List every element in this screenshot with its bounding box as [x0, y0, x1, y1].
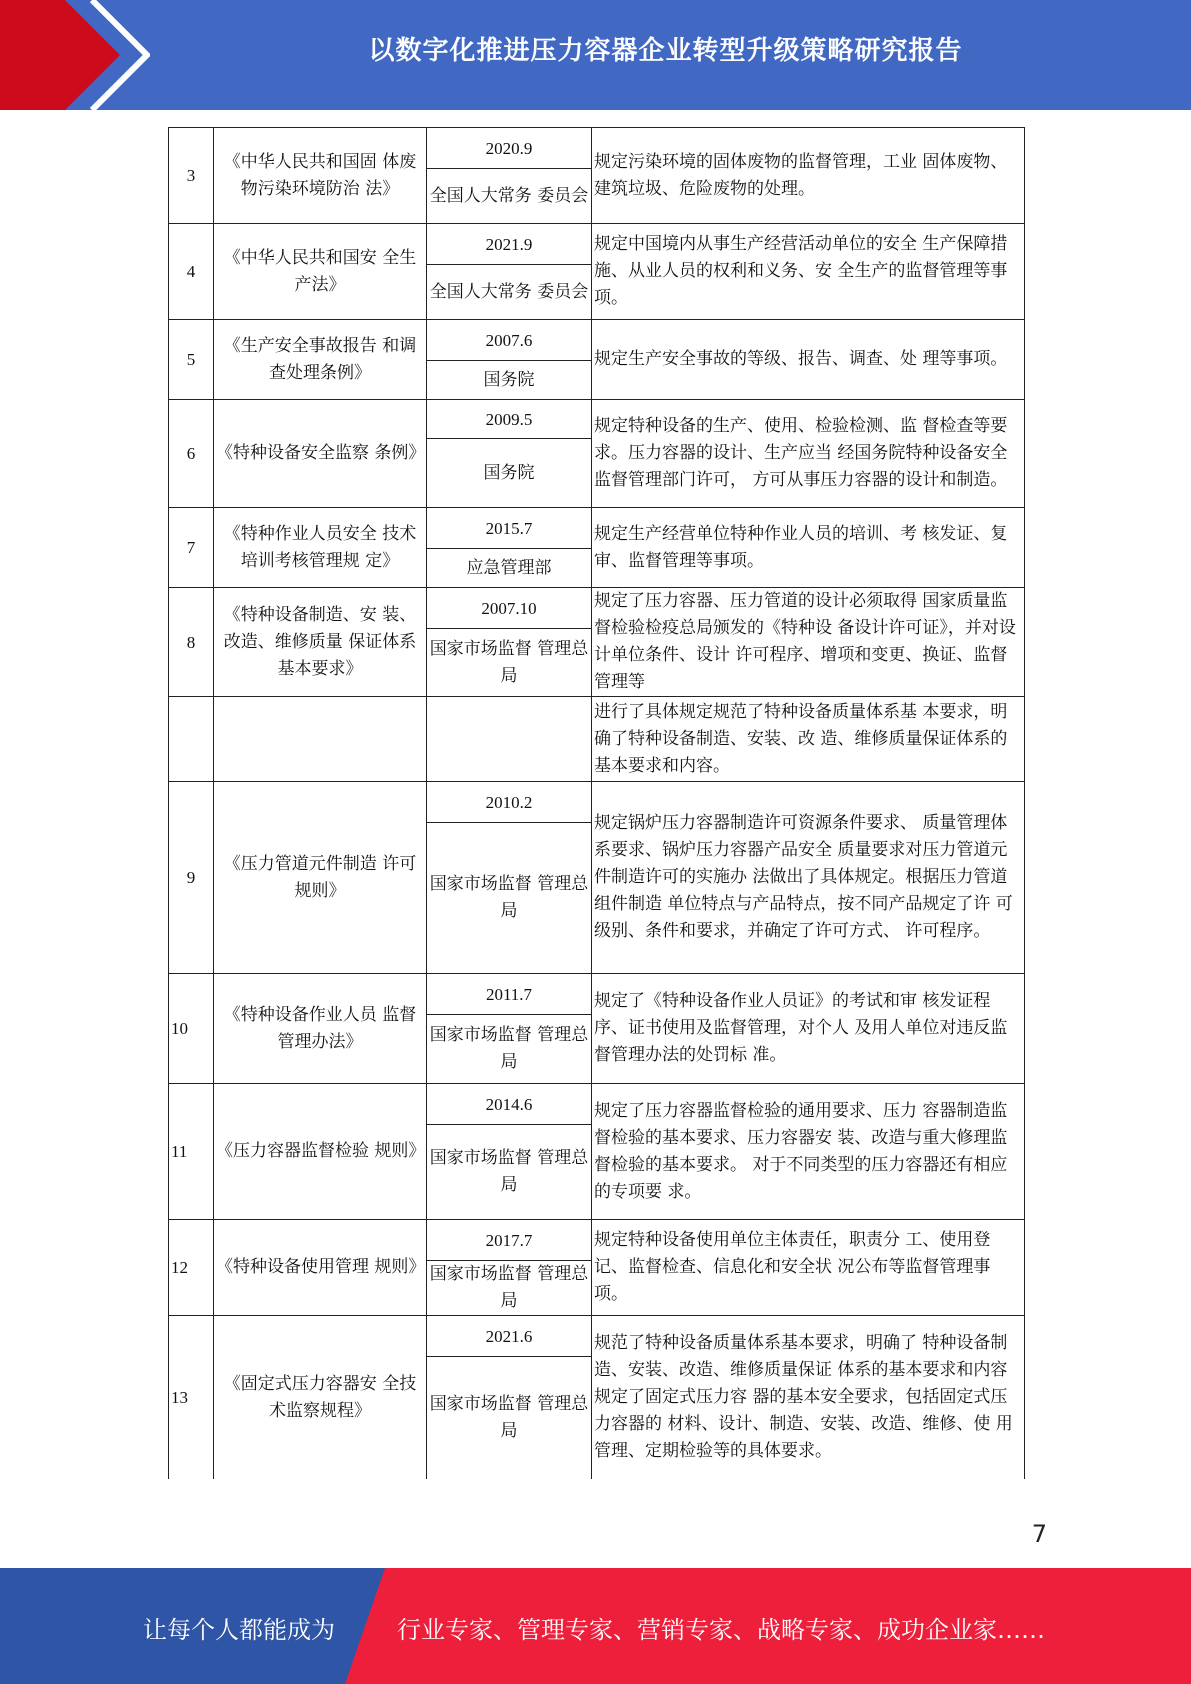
- issuing-authority: 国务院: [427, 439, 592, 508]
- issue-date: 2009.5: [427, 400, 592, 439]
- regulation-description: 规定生产经营单位特种作业人员的培训、考 核发证、复审、监督管理等事项。: [592, 508, 1025, 588]
- footer-right-slogan: 行业专家、管理专家、营销专家、战略专家、成功企业家……: [397, 1616, 1045, 1644]
- row-number: 13: [169, 1316, 214, 1480]
- issue-date: 2007.10: [427, 588, 592, 629]
- regulation-name: 《特种设备制造、安 装、改造、维修质量 保证体系基本要求》: [214, 588, 427, 697]
- row-number: 8: [169, 588, 214, 697]
- row-number: 6: [169, 400, 214, 508]
- regulations-table: [168, 127, 1025, 1479]
- row-number: 4: [169, 224, 214, 320]
- issuing-authority: 国家市场监督 管理总局: [427, 1125, 592, 1220]
- issuing-authority: 国务院: [427, 361, 592, 400]
- regulation-name: 《特种设备作业人员 监督管理办法》: [214, 974, 427, 1084]
- regulation-description: 规定锅炉压力容器制造许可资源条件要求、 质量管理体系要求、锅炉压力容器产品安全 质量要求对压力管道元件制造许可的实施办 法做出了具体规定。根据压力管道组件制造 单位特点与产品特点，按不同产品规定了许 可级别、条件和要求，并确定了许可方式、 许可程序。: [592, 782, 1025, 974]
- regulation-description: 规定特种设备的生产、使用、检验检测、监 督检查等要求。压力容器的设计、生产应当 经国务院特种设备安全监督管理部门许可， 方可从事压力容器的设计和制造。: [592, 400, 1025, 508]
- issue-date: 2017.7: [427, 1220, 592, 1261]
- table-row: [169, 400, 1025, 439]
- table-row: [169, 1084, 1025, 1125]
- row-number: [169, 697, 214, 782]
- issuing-authority: 国家市场监督 管理总局: [427, 823, 592, 974]
- issuing-authority: 国家市场监督 管理总局: [427, 629, 592, 697]
- regulation-name: 《特种作业人员安全 技术培训考核管理规 定》: [214, 508, 427, 588]
- regulation-name: 《中华人民共和国安 全生产法》: [214, 224, 427, 320]
- table-row: [169, 128, 1025, 169]
- regulation-description: 规定了压力容器、压力管道的设计必须取得 国家质量监督检验检疫总局颁发的《特种设 备设计许可证》，并对设计单位条件、设计 许可程序、增项和变更、换证、监督管理等: [592, 588, 1025, 697]
- regulation-description: 进行了具体规定规范了特种设备质量体系基 本要求，明确了特种设备制造、安装、改 造、维修质量保证体系的基本要求和内容。: [592, 697, 1025, 782]
- regulation-description: 规定特种设备使用单位主体责任，职责分 工、使用登记、监督检查、信息化和安全状 况公布等监督管理事项。: [592, 1220, 1025, 1316]
- issue-date: 2020.9: [427, 128, 592, 169]
- issue-date: 2015.7: [427, 508, 592, 549]
- header-banner: [0, 0, 1191, 110]
- regulation-description: 规定生产安全事故的等级、报告、调查、处 理等事项。: [592, 320, 1025, 400]
- regulation-name: [214, 697, 427, 782]
- row-number: 3: [169, 128, 214, 224]
- regulation-name: 《固定式压力容器安 全技术监察规程》: [214, 1316, 427, 1480]
- regulation-description: 规定污染环境的固体废物的监督管理，工业 固体废物、建筑垃圾、危险废物的处理。: [592, 128, 1025, 224]
- issue-date: [427, 697, 592, 782]
- regulation-description: 规范了特种设备质量体系基本要求，明确了 特种设备制造、安装、改造、维修质量保证 体系的基本要求和内容规定了固定式压力容 器的基本安全要求，包括固定式压力容器的 材料、设计、制造、安装、改造、维修、使 用管理、定期检验等的具体要求。: [592, 1316, 1025, 1480]
- row-number: 11: [169, 1084, 214, 1220]
- header-title: 以数字化推进压力容器企业转型升级策略研究报告: [368, 36, 963, 66]
- header-arrow-decoration: [0, 0, 150, 110]
- issue-date: 2014.6: [427, 1084, 592, 1125]
- footer-banner: [0, 1568, 1191, 1684]
- table-row: [169, 588, 1025, 629]
- regulation-name: 《中华人民共和国固 体废物污染环境防治 法》: [214, 128, 427, 224]
- issuing-authority: 国家市场监督 管理总局: [427, 1261, 592, 1316]
- page-number: 7: [1031, 1520, 1047, 1548]
- table-row: [169, 697, 1025, 782]
- issuing-authority: 国家市场监督 管理总局: [427, 1015, 592, 1084]
- table-row: [169, 974, 1025, 1015]
- row-number: 10: [169, 974, 214, 1084]
- regulation-name: 《压力容器监督检验 规则》: [214, 1084, 427, 1220]
- issue-date: 2021.6: [427, 1316, 592, 1357]
- regulation-name: 《特种设备安全监察 条例》: [214, 400, 427, 508]
- issuing-authority: 全国人大常务 委员会: [427, 169, 592, 224]
- issue-date: 2007.6: [427, 320, 592, 361]
- issue-date: 2011.7: [427, 974, 592, 1015]
- regulation-name: 《压力管道元件制造 许可规则》: [214, 782, 427, 974]
- issuing-authority: 国家市场监督 管理总局: [427, 1357, 592, 1480]
- table-row: [169, 508, 1025, 549]
- issuing-authority: 全国人大常务 委员会: [427, 265, 592, 320]
- table-row: [169, 224, 1025, 265]
- regulation-description: 规定了《特种设备作业人员证》的考试和审 核发证程序、证书使用及监督管理，对个人 及用人单位对违反监督管理办法的处罚标 准。: [592, 974, 1025, 1084]
- issuing-authority: 应急管理部: [427, 549, 592, 588]
- regulation-description: 规定了压力容器监督检验的通用要求、压力 容器制造监督检验的基本要求、压力容器安 装、改造与重大修理监督检验的基本要求。 对于不同类型的压力容器还有相应的专项要 求。: [592, 1084, 1025, 1220]
- row-number: 5: [169, 320, 214, 400]
- row-number: 7: [169, 508, 214, 588]
- table-row: [169, 782, 1025, 823]
- row-number: 12: [169, 1220, 214, 1316]
- table-row: [169, 1220, 1025, 1261]
- issue-date: 2010.2: [427, 782, 592, 823]
- regulation-name: 《生产安全事故报告 和调查处理条例》: [214, 320, 427, 400]
- issue-date: 2021.9: [427, 224, 592, 265]
- row-number: 9: [169, 782, 214, 974]
- footer-left-slogan: 让每个人都能成为: [143, 1616, 335, 1644]
- table-row: [169, 1316, 1025, 1357]
- regulation-name: 《特种设备使用管理 规则》: [214, 1220, 427, 1316]
- regulation-description: 规定中国境内从事生产经营活动单位的安全 生产保障措施、从业人员的权利和义务、安 全生产的监督管理等事项。: [592, 224, 1025, 320]
- table-row: [169, 320, 1025, 361]
